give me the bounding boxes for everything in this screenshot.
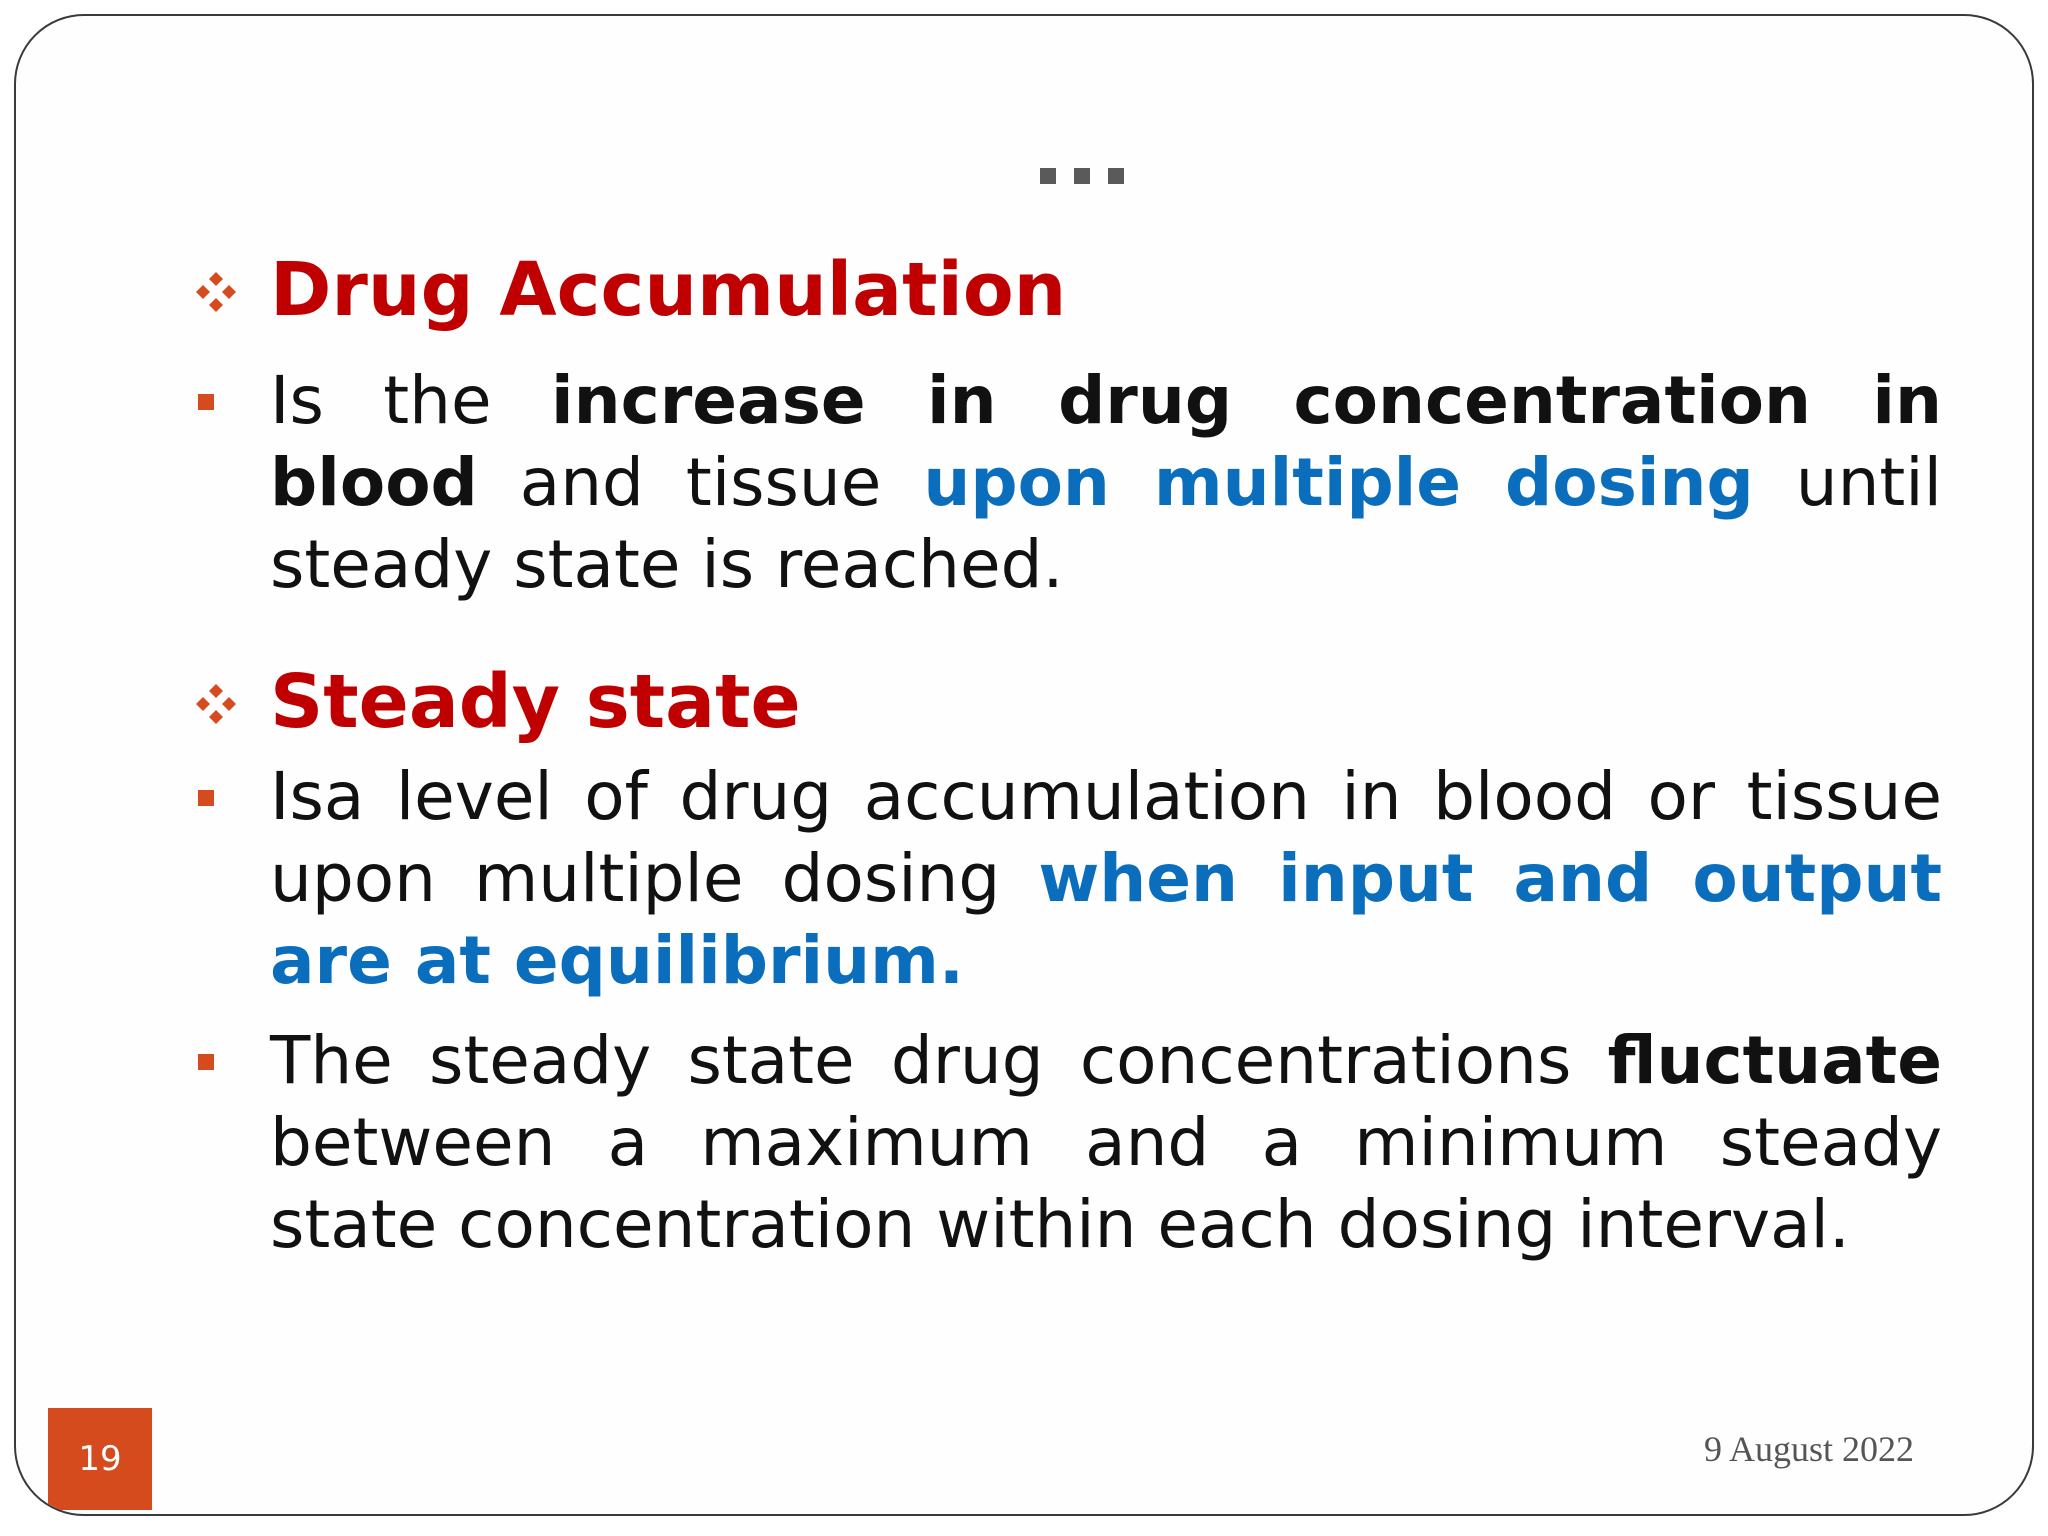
page-number-badge: 19 [48, 1408, 152, 1510]
slide [14, 14, 2034, 1516]
slide-date: 9 August 2022 [1703, 1429, 1914, 1469]
highlight-text: upon multiple dosing [923, 444, 1754, 521]
bullet-accumulation-definition [270, 360, 1942, 606]
heading-text: Drug Accumulation [270, 247, 1067, 333]
emphasis-text: fluctuate [1607, 1022, 1942, 1099]
bullet-text: The steady state drug concentrations fluctuate between a maximum and a minimum steady state concentration within each dosing interval. [270, 1022, 1942, 1263]
bullet-text: Is the increase in drug concentration in blood and tissue upon multiple dosing until steady state is reached. [270, 362, 1942, 603]
square-bullet-icon [198, 1054, 214, 1070]
bullet-steady-state-definition [270, 756, 1942, 1002]
diamond-icon [194, 270, 238, 314]
highlight-text: when input and output are at equilibrium. [270, 840, 1942, 999]
section-heading-drug-accumulation [270, 248, 1942, 332]
bullet-text: Isa level of drug accumulation in blood or tissue upon multiple dosing when input and output are at equilibrium. [270, 758, 1942, 999]
square-bullet-icon [198, 394, 214, 410]
heading-text: Steady state [270, 659, 801, 745]
square-bullet-icon [198, 790, 214, 806]
ellipsis-icon [1040, 168, 1124, 184]
bullet-fluctuation [270, 1020, 1942, 1266]
emphasis-text: increase in drug concentration in blood [270, 362, 1942, 521]
section-heading-steady-state [270, 660, 1942, 744]
diamond-icon [194, 682, 238, 726]
